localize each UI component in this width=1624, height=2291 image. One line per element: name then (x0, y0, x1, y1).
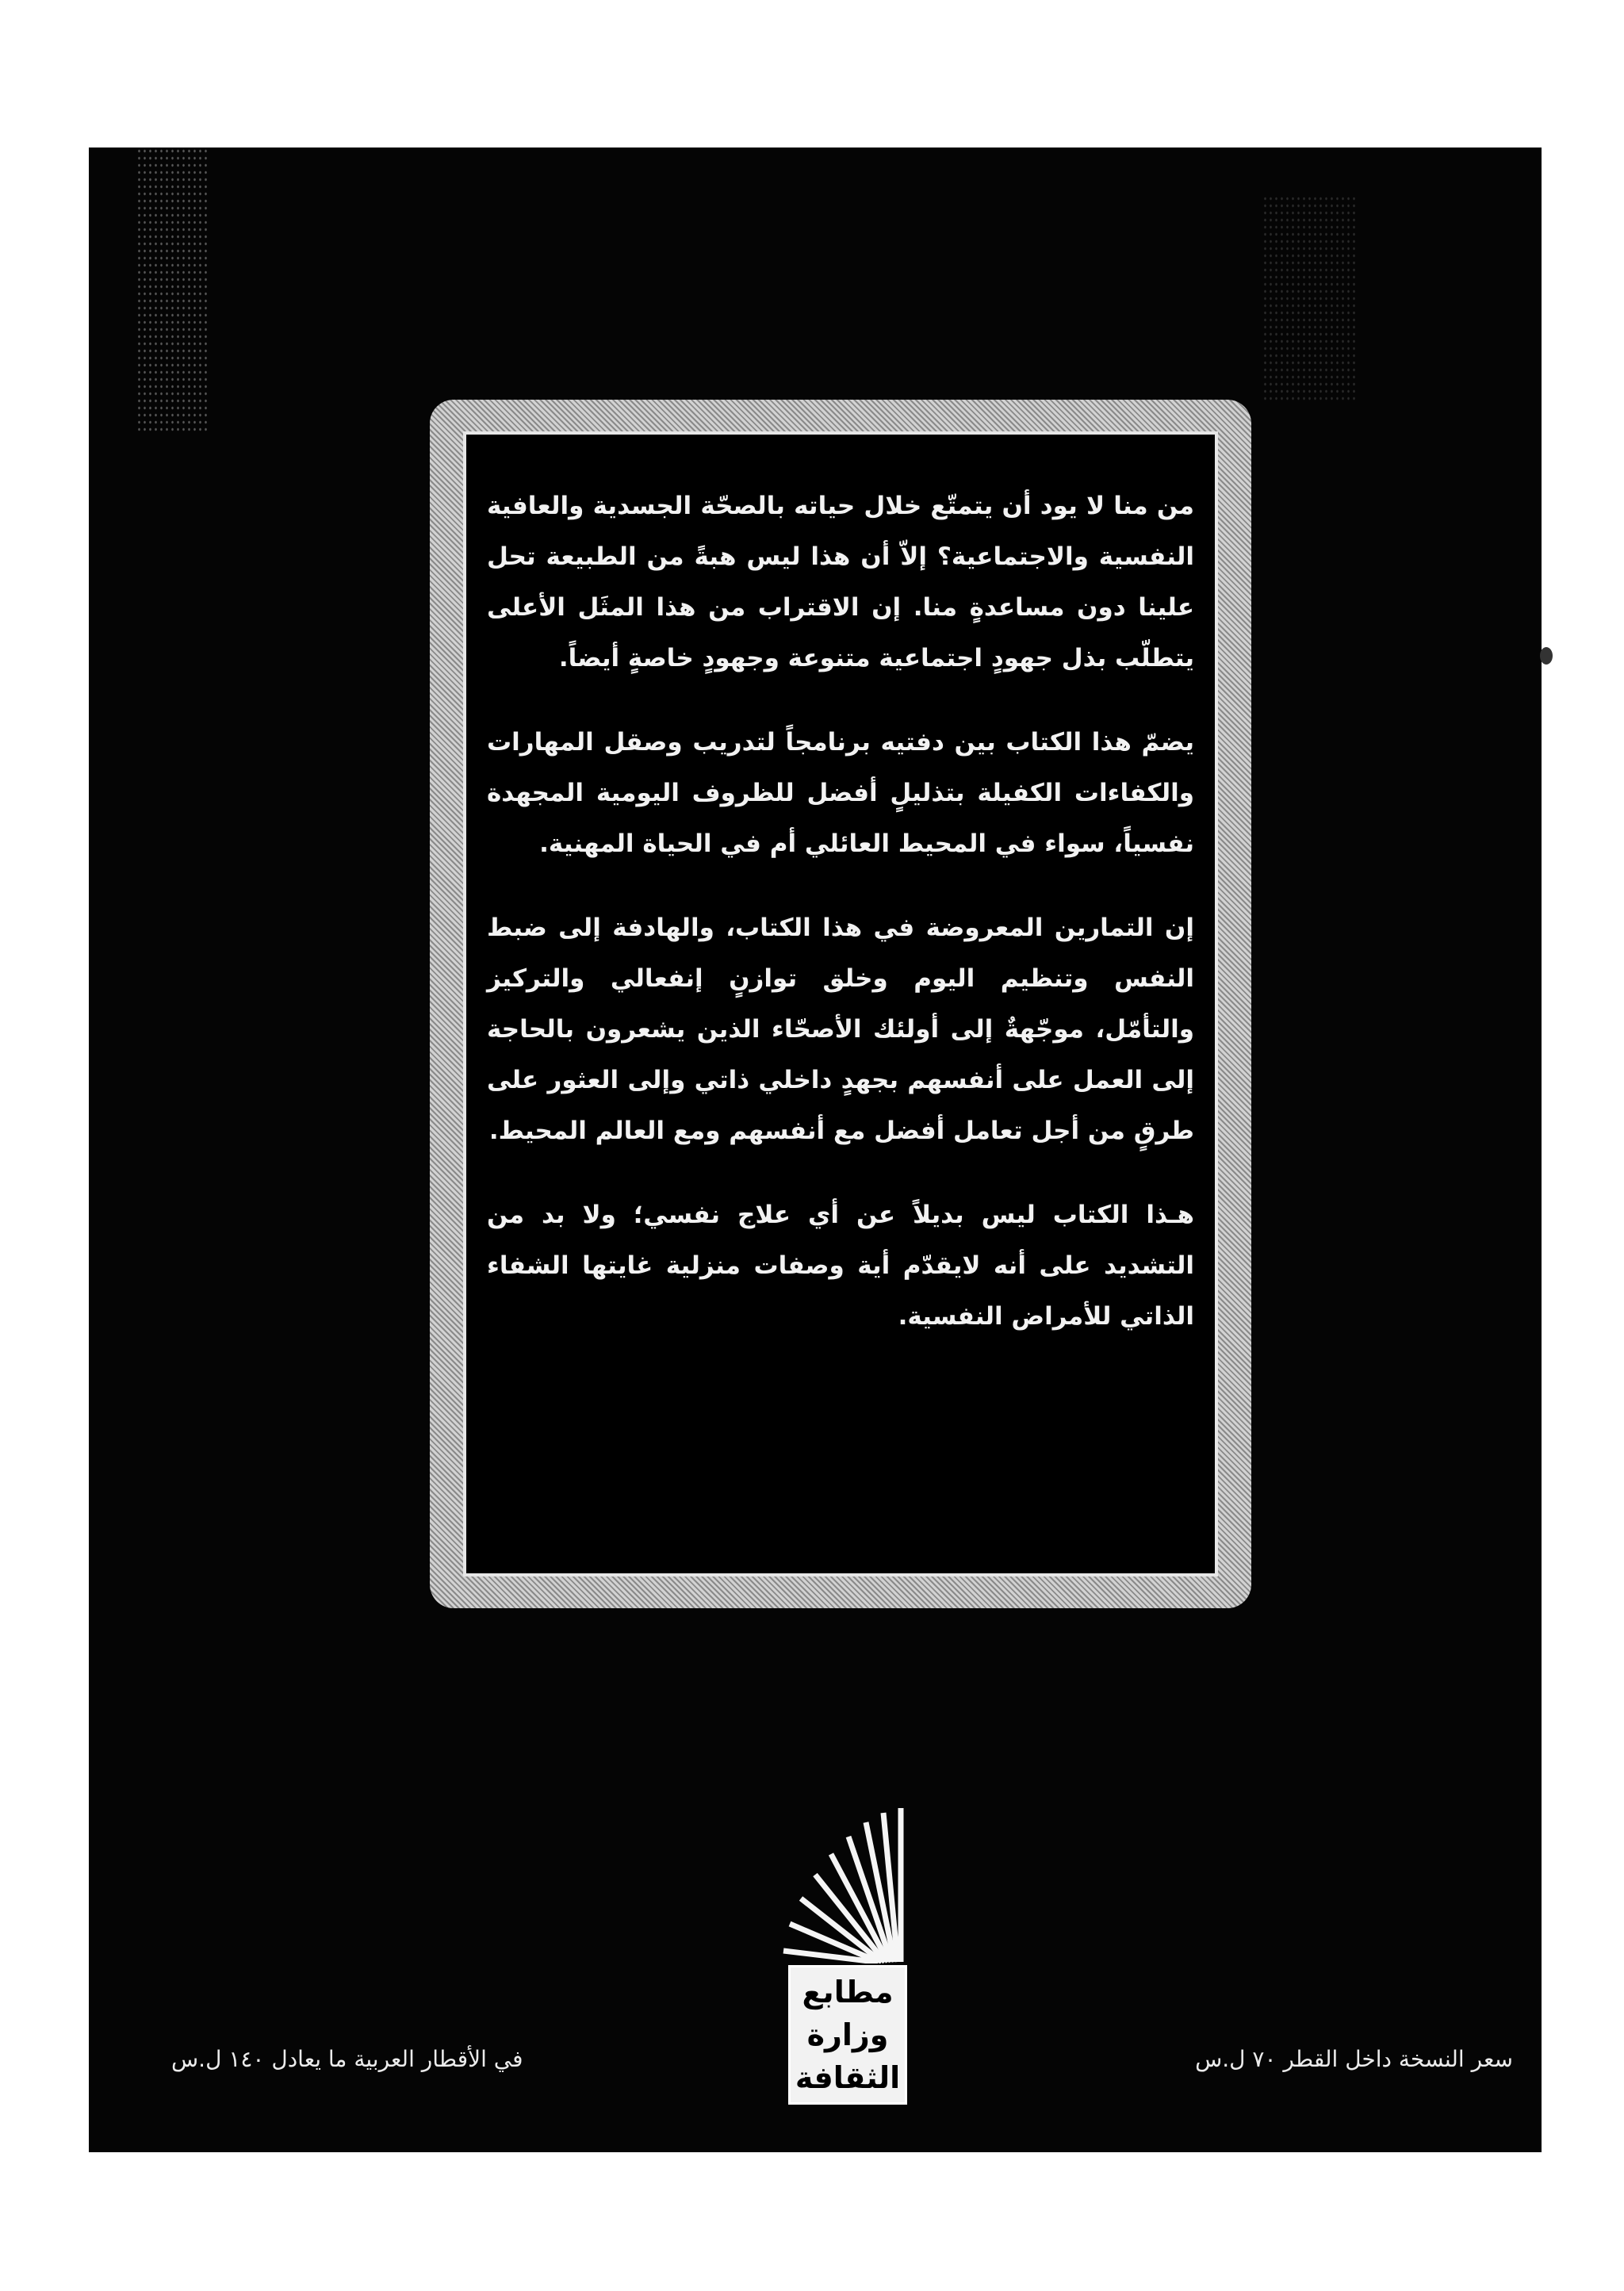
blurb-paragraph: هـذا الكتاب ليس بديلاً عن أي علاج نفسي؛ ولا بد من التشديد على أنه لايقدّم أية وصفات منزلية غايتها الشفاء الذاتي للأمراض النفسية. (487, 1201, 1194, 1331)
publisher-logo (782, 1805, 917, 2106)
logo-word: وزارة (806, 2017, 889, 2052)
blurb-frame (430, 400, 1251, 1608)
price-arab-countries: في الأقطار العربية ما يعادل ١٤٠ ل.س (171, 2046, 523, 2072)
logo-word: مطابع (802, 1975, 894, 2009)
sunburst-icon (782, 1805, 917, 1963)
cover-texture-top-right (1262, 195, 1358, 401)
logo-wordmark (788, 1965, 907, 2105)
price-inside-country: سعر النسخة داخل القطر ٧٠ ل.س (1195, 2046, 1513, 2072)
blurb-text-box (463, 431, 1218, 1576)
blurb-paragraph: إن التمارين المعروضة في هذا الكتاب، والهادفة إلى ضبط النفس وتنظيم اليوم وخلق توازنٍ إنفعالي والتركيز والتأمّل، موجّهةٌ إلى أولئك الأصحّاء الذين يشعرون بالحاجة إلى العمل على أنفسهم بجهدٍ داخلي ذاتي وإلى العثور على طرقٍ من أجل تعامل أفضل مع أنفسهم ومع العالم المحيط. (487, 914, 1194, 1145)
back-cover (89, 147, 1542, 2152)
blurb-paragraph: يضمّ هذا الكتاب بين دفتيه برنامجاً لتدريب وصقل المهارات والكفاءات الكفيلة بتذليلٍ أفضل للظروف اليومية المجهدة نفسياً، سواء في المحيط العائلي أم في الحياة المهنية. (487, 728, 1194, 858)
logo-word: الثقافة (795, 2060, 901, 2095)
scan-mark (1540, 647, 1553, 665)
blurb-paragraph: من منا لا يود أن يتمتّع خلال حياته بالصحّة الجسدية والعافية النفسية والاجتماعية؟ إلاّ أن هذا ليس هبةً من الطبيعة تحل علينا دون مساعدةٍ منا. إن الاقتراب من هذا المثَل الأعلى يتطلّب بذل جهودٍ اجتماعية متنوعة وجهودٍ خاصةٍ أيضاً. (487, 492, 1194, 672)
cover-texture-top-left (136, 147, 208, 433)
